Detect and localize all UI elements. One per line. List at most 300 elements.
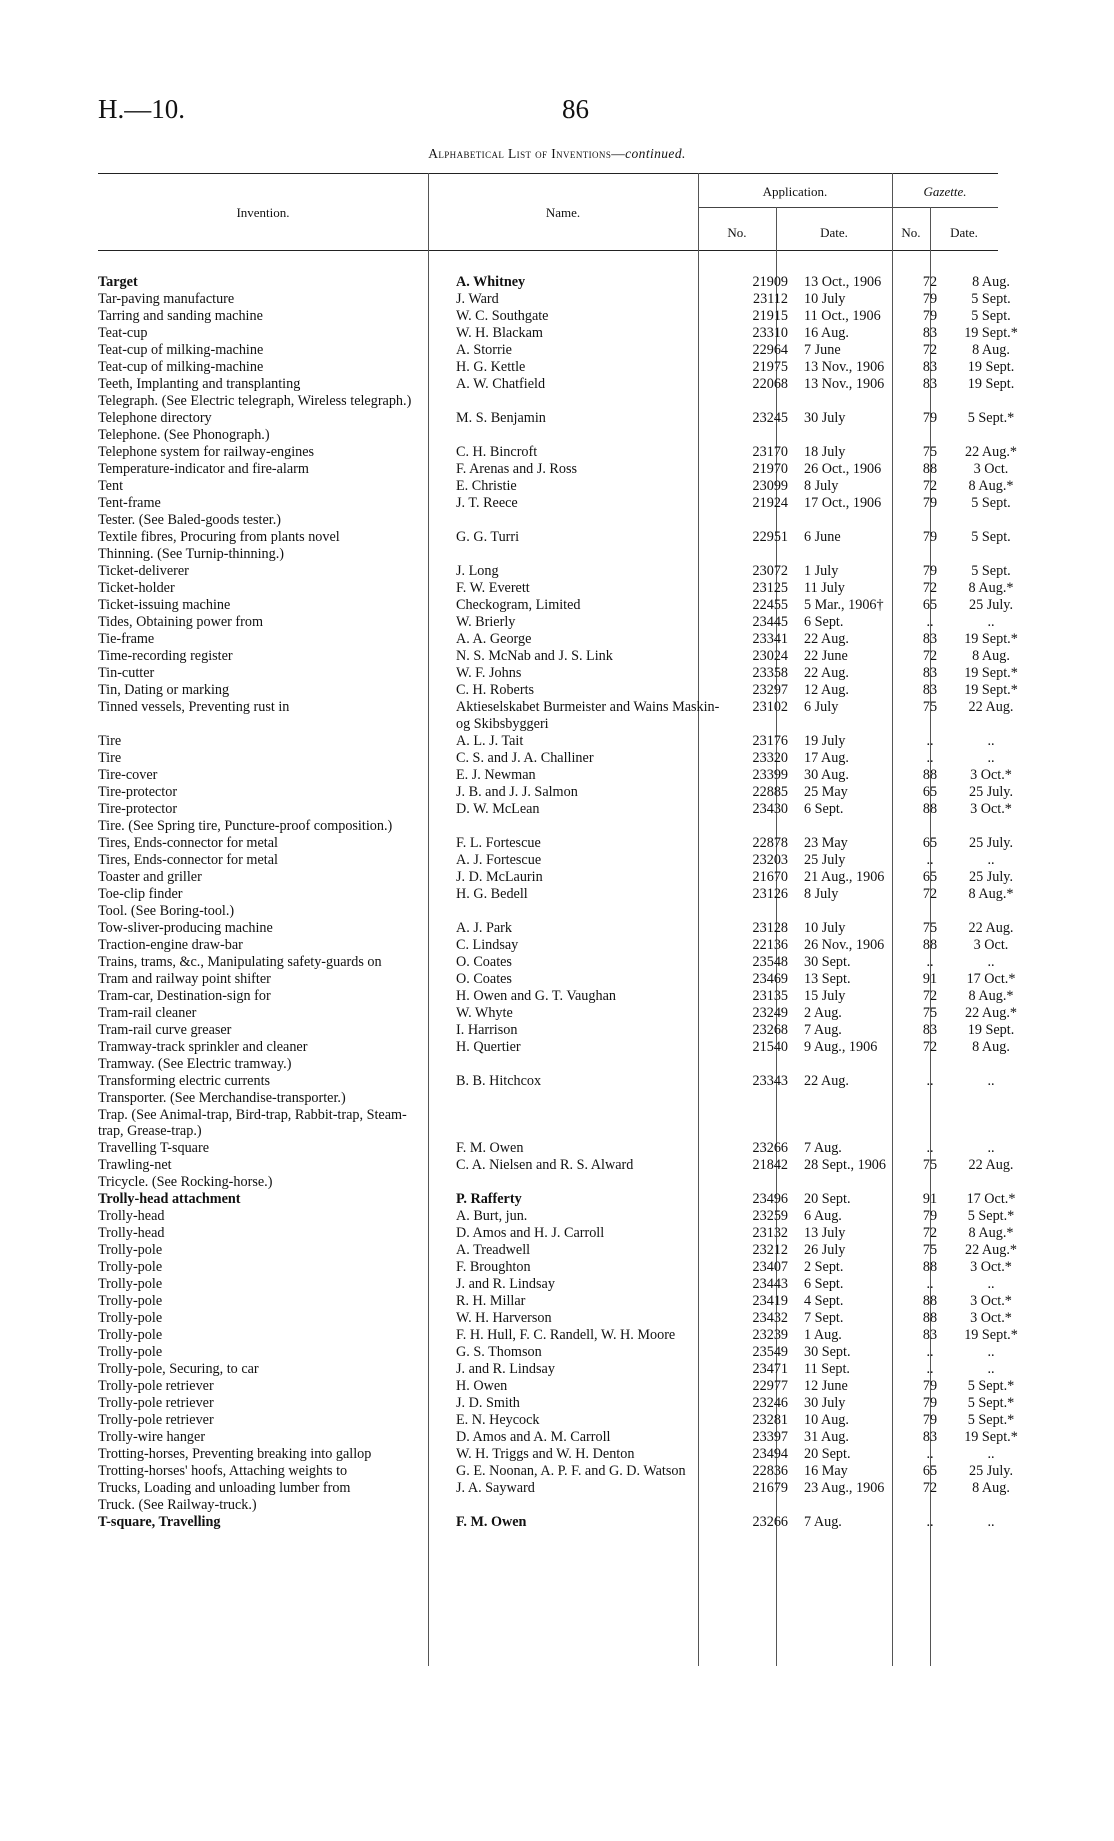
name-cell: C. H. Bincroft — [456, 444, 538, 460]
application-date-cell: 30 Sept. — [804, 953, 851, 970]
application-no-cell — [726, 546, 794, 563]
gazette-no-cell — [912, 427, 948, 444]
application-no-cell — [726, 1107, 794, 1141]
application-no-cell: 23358 — [752, 665, 788, 681]
gazette-no-cell: 72 — [922, 342, 938, 358]
gazette-no-cell: .. — [926, 1072, 934, 1089]
gazette-date-cell — [948, 1056, 1034, 1073]
gazette-no-cell: 75 — [922, 1004, 938, 1021]
gazette-date-cell: 19 Sept.* — [964, 631, 1018, 647]
gazette-no-cell: 65 — [922, 597, 938, 613]
table-row — [98, 699, 1034, 733]
application-date-cell: 5 Mar., 1906† — [804, 597, 884, 613]
table-row — [98, 1412, 1034, 1429]
name-cell: W. H. Harverson — [456, 1310, 552, 1326]
table-row — [98, 461, 1034, 478]
gazette-date-cell — [948, 1107, 1034, 1141]
application-date-cell: 30 July — [804, 1395, 846, 1411]
gazette-date-cell — [948, 512, 1034, 529]
invention-cell: Toaster and griller — [98, 868, 202, 885]
invention-cell: Trolly-wire hanger — [98, 1429, 206, 1445]
gazette-date-cell: 22 Aug. — [968, 699, 1014, 715]
name-cell: F. Broughton — [456, 1259, 531, 1275]
table-row — [98, 801, 1034, 818]
invention-cell: Telephone system for railway-engines — [98, 444, 315, 460]
table-row — [98, 1174, 1034, 1191]
invention-cell: Tin, Dating or marking — [98, 682, 230, 698]
name-cell: D. Amos and A. M. Carroll — [456, 1429, 611, 1445]
gazette-date-cell — [948, 1174, 1034, 1191]
invention-cell: Ticket-issuing machine — [98, 597, 231, 613]
application-date-cell: 7 Aug. — [804, 1514, 842, 1530]
table-row — [98, 1497, 1034, 1514]
name-cell: J. and R. Lindsay — [456, 1276, 555, 1292]
application-date-cell: 17 Aug. — [804, 749, 849, 766]
gazette-no-cell: 65 — [922, 1463, 938, 1479]
gazette-no-cell — [912, 512, 948, 529]
table-row — [98, 988, 1034, 1005]
application-no-cell: 23494 — [752, 1446, 788, 1462]
gazette-date-cell: 3 Oct.* — [970, 1293, 1012, 1309]
table-row — [98, 1056, 1034, 1073]
gazette-date-cell: 25 July. — [968, 783, 1013, 800]
name-cell: E. J. Newman — [456, 766, 536, 783]
name-cell: F. M. Owen — [456, 1140, 524, 1156]
gazette-no-cell: 65 — [922, 783, 938, 800]
application-date-cell: 30 Aug. — [804, 766, 849, 783]
application-no-cell: 23407 — [752, 1259, 788, 1275]
application-no-cell: 23341 — [752, 631, 788, 647]
table-row — [98, 903, 1034, 920]
application-date-cell: 20 Sept. — [804, 1446, 851, 1462]
application-date-cell: 19 July — [804, 732, 846, 749]
application-no-cell: 23125 — [752, 580, 788, 596]
name-cell: D. Amos and H. J. Carroll — [456, 1225, 605, 1241]
application-date-cell: 16 Aug. — [804, 325, 849, 341]
application-date-cell: 13 Nov., 1906 — [804, 376, 885, 392]
table-row — [98, 1395, 1034, 1412]
application-no-cell: 23471 — [752, 1361, 788, 1377]
application-no-cell: 21670 — [752, 868, 788, 885]
gazette-no-cell: 72 — [922, 648, 938, 664]
table-row — [98, 1107, 1034, 1141]
application-date-cell: 22 June — [804, 648, 848, 664]
name-cell: F. H. Hull, F. C. Randell, W. H. Moore — [456, 1327, 676, 1343]
table-row — [98, 1463, 1034, 1480]
application-date-cell: 8 July — [804, 478, 839, 494]
invention-cell: Trolly-head attachment — [98, 1191, 241, 1207]
name-cell: H. Owen and G. T. Vaughan — [456, 987, 616, 1004]
invention-cell: Trolly-pole — [98, 1259, 163, 1275]
gazette-date-cell: .. — [987, 1276, 995, 1292]
gazette-date-cell: .. — [987, 851, 995, 868]
application-no-cell: 23239 — [752, 1327, 788, 1343]
application-date-cell — [794, 1107, 912, 1141]
gazette-no-cell — [912, 818, 948, 835]
name-cell: A. W. Chatfield — [456, 376, 546, 392]
name-cell: A. L. J. Tait — [456, 732, 524, 749]
application-no-cell: 23343 — [752, 1072, 788, 1089]
application-no-cell: 23399 — [752, 766, 788, 783]
gazette-no-cell: 91 — [922, 1191, 938, 1207]
application-no-cell: 22964 — [752, 342, 788, 358]
application-date-cell: 13 Oct., 1906 — [804, 274, 882, 290]
table-row — [98, 291, 1034, 308]
name-cell: O. Coates — [456, 970, 512, 987]
name-cell: J. B. and J. J. Salmon — [456, 783, 578, 800]
gazette-date-cell: .. — [987, 1361, 995, 1377]
inventions-table-body — [98, 274, 1034, 1531]
gazette-date-cell — [948, 818, 1034, 835]
table-row — [98, 665, 1034, 682]
gazette-no-cell — [912, 1107, 948, 1141]
col-header-invention: Invention. — [236, 205, 290, 220]
name-cell: W. F. Johns — [456, 665, 522, 681]
gazette-no-cell: .. — [926, 1344, 934, 1360]
application-date-cell: 6 July — [804, 699, 839, 715]
application-date-cell: 22 Aug. — [804, 665, 849, 681]
application-date-cell: 12 Aug. — [804, 682, 849, 698]
invention-cell: T-square, Travelling — [98, 1514, 221, 1530]
application-no-cell: 23430 — [752, 800, 788, 817]
invention-cell: Trolly-pole — [98, 1276, 163, 1292]
col-header-application: Application. — [762, 184, 828, 199]
application-date-cell: 7 Aug. — [804, 1140, 842, 1156]
application-date-cell: 13 Sept. — [804, 970, 851, 987]
invention-cell: Trolly-pole, Securing, to car — [98, 1361, 259, 1377]
application-no-cell: 22836 — [752, 1463, 788, 1479]
table-row — [98, 1276, 1034, 1293]
col-header-gazette: Gazette. — [923, 184, 967, 199]
invention-cell: Tires, Ends-connector for metal — [98, 851, 278, 868]
gazette-no-cell: 75 — [922, 1242, 938, 1258]
table-row — [98, 937, 1034, 954]
invention-cell: Truck. (See Railway-truck.) — [98, 1497, 257, 1513]
gazette-no-cell: 79 — [922, 1395, 938, 1411]
name-cell: G. S. Thomson — [456, 1344, 542, 1360]
gazette-no-cell — [912, 1497, 948, 1514]
gazette-no-cell: .. — [926, 1514, 934, 1530]
gazette-no-cell: 72 — [922, 274, 938, 290]
name-cell: H. G. Bedell — [456, 885, 528, 902]
invention-cell: Trotting-horses' hoofs, Attaching weights to — [98, 1463, 348, 1479]
gazette-date-cell: 8 Aug. — [972, 342, 1010, 358]
table-row — [98, 359, 1034, 376]
name-cell: W. H. Triggs and W. H. Denton — [456, 1446, 635, 1462]
application-no-cell: 23099 — [752, 478, 788, 494]
application-date-cell: 22 Aug. — [804, 631, 849, 647]
table-row — [98, 614, 1034, 631]
application-date-cell: 6 June — [804, 529, 841, 545]
name-cell — [442, 512, 726, 529]
application-no-cell: 23297 — [752, 682, 788, 698]
table-row — [98, 733, 1034, 750]
name-cell — [442, 1107, 726, 1141]
invention-cell: Trolly-pole — [98, 1293, 163, 1309]
gazette-date-cell: 8 Aug. — [972, 648, 1010, 664]
application-date-cell — [794, 1174, 912, 1191]
application-date-cell: 8 July — [804, 885, 839, 902]
invention-cell: Trolly-pole — [98, 1327, 163, 1343]
name-cell — [442, 1090, 726, 1107]
gazette-date-cell: 19 Sept.* — [964, 1429, 1018, 1445]
application-date-cell: 15 July — [804, 987, 846, 1004]
name-cell: W. C. Southgate — [456, 308, 549, 324]
application-no-cell: 23496 — [752, 1191, 788, 1207]
gazette-no-cell: 72 — [922, 1480, 938, 1496]
name-cell: C. S. and J. A. Challiner — [456, 749, 594, 766]
application-date-cell: 23 Aug., 1906 — [804, 1480, 885, 1496]
table-row — [98, 1361, 1034, 1378]
gazette-no-cell: 72 — [922, 885, 938, 902]
gazette-date-cell: 8 Aug.* — [968, 885, 1014, 902]
invention-cell: Tram-rail cleaner — [98, 1004, 197, 1021]
application-date-cell: 20 Sept. — [804, 1191, 851, 1207]
col-header-gaz-no: No. — [901, 225, 921, 240]
table-row — [98, 750, 1034, 767]
invention-cell: Trolly-pole retriever — [98, 1378, 214, 1394]
gazette-no-cell: 72 — [922, 987, 938, 1004]
application-date-cell: 11 July — [804, 580, 845, 596]
gazette-date-cell: 17 Oct.* — [966, 1191, 1016, 1207]
gazette-no-cell: 79 — [922, 1208, 938, 1224]
gazette-no-cell: 79 — [922, 308, 938, 324]
gazette-no-cell: 88 — [922, 1293, 938, 1309]
gazette-no-cell: .. — [926, 851, 934, 868]
gazette-date-cell: 5 Sept. — [971, 529, 1011, 545]
application-date-cell: 6 Sept. — [804, 614, 844, 630]
name-cell: H. Owen — [456, 1378, 508, 1394]
table-row — [98, 1090, 1034, 1107]
invention-cell: Ticket-deliverer — [98, 563, 189, 579]
invention-cell: Tramway. (See Electric tramway.) — [98, 1055, 292, 1072]
table-row — [98, 835, 1034, 852]
application-date-cell: 17 Oct., 1906 — [804, 495, 882, 511]
name-cell: N. S. McNab and J. S. Link — [456, 648, 613, 664]
gazette-no-cell: 88 — [922, 461, 938, 477]
application-no-cell — [726, 1497, 794, 1514]
gazette-no-cell — [912, 1174, 948, 1191]
name-cell: B. B. Hitchcox — [456, 1072, 542, 1089]
gazette-date-cell: 3 Oct.* — [970, 800, 1012, 817]
invention-cell: Trolly-pole retriever — [98, 1412, 214, 1428]
application-no-cell: 23469 — [752, 970, 788, 987]
application-no-cell: 23176 — [752, 732, 788, 749]
application-no-cell: 23281 — [752, 1412, 788, 1428]
gazette-date-cell: 22 Aug.* — [964, 1004, 1018, 1021]
invention-cell: Time-recording register — [98, 648, 233, 664]
name-cell: J. T. Reece — [456, 495, 518, 511]
gazette-date-cell: .. — [987, 1072, 995, 1089]
name-cell: J. Long — [456, 563, 499, 579]
table-row — [98, 852, 1034, 869]
gazette-no-cell: 88 — [922, 800, 938, 817]
application-no-cell: 21679 — [752, 1480, 788, 1496]
gazette-date-cell — [948, 546, 1034, 563]
application-no-cell — [726, 1090, 794, 1107]
name-cell — [442, 546, 726, 563]
application-date-cell: 10 Aug. — [804, 1412, 849, 1428]
application-date-cell: 7 Sept. — [804, 1310, 844, 1326]
gazette-no-cell: 83 — [922, 1429, 938, 1445]
application-no-cell: 22885 — [752, 783, 788, 800]
application-no-cell: 21970 — [752, 461, 788, 477]
table-row — [98, 1005, 1034, 1022]
name-cell: A. J. Fortescue — [456, 851, 542, 868]
invention-cell: Trolly-pole retriever — [98, 1395, 214, 1411]
gazette-date-cell: 5 Sept. — [971, 563, 1011, 579]
application-no-cell: 23024 — [752, 648, 788, 664]
invention-cell: Trotting-horses, Preventing breaking into gallop — [98, 1446, 372, 1462]
gazette-date-cell — [948, 393, 1034, 410]
invention-cell: Tie-frame — [98, 631, 155, 647]
gazette-no-cell: 75 — [922, 699, 938, 715]
application-date-cell: 6 Sept. — [804, 1276, 844, 1292]
invention-cell: Tent — [98, 478, 124, 494]
application-no-cell: 23548 — [752, 953, 788, 970]
invention-cell: Toe-clip finder — [98, 885, 183, 902]
invention-cell: Tire. (See Spring tire, Puncture-proof composition.) — [98, 817, 393, 834]
invention-cell: Teat-cup — [98, 325, 148, 341]
name-cell — [442, 1497, 726, 1514]
gazette-date-cell: 8 Aug.* — [968, 1225, 1014, 1241]
name-cell: F. M. Owen — [456, 1514, 527, 1530]
application-date-cell — [794, 512, 912, 529]
application-date-cell — [794, 1497, 912, 1514]
gazette-no-cell — [912, 546, 948, 563]
invention-cell: Tires, Ends-connector for metal — [98, 834, 278, 851]
gazette-date-cell: .. — [987, 1514, 995, 1530]
application-no-cell: 23128 — [752, 919, 788, 936]
application-date-cell: 1 July — [804, 563, 839, 579]
invention-cell: Tire-cover — [98, 766, 158, 783]
col-header-gaz-date: Date. — [950, 225, 978, 240]
table-row — [98, 648, 1034, 665]
gazette-no-cell — [912, 1056, 948, 1073]
application-date-cell: 4 Sept. — [804, 1293, 844, 1309]
gazette-date-cell: 19 Sept.* — [964, 1327, 1018, 1343]
table-top-rule — [98, 173, 998, 174]
name-cell: A. Treadwell — [456, 1242, 531, 1258]
gazette-no-cell: 83 — [922, 1021, 938, 1038]
application-date-cell: 25 July — [804, 851, 846, 868]
name-cell: J. D. Smith — [456, 1395, 520, 1411]
table-row — [98, 1157, 1034, 1174]
name-cell: J. Ward — [456, 291, 499, 307]
application-no-cell: 23432 — [752, 1310, 788, 1326]
col-header-app-date: Date. — [820, 225, 848, 240]
gazette-no-cell: 83 — [922, 665, 938, 681]
invention-cell: Tire-protector — [98, 783, 178, 800]
gazette-date-cell: 5 Sept. — [971, 495, 1011, 511]
gazette-no-cell: 79 — [922, 495, 938, 511]
application-date-cell: 13 July — [804, 1225, 846, 1241]
table-row — [98, 1378, 1034, 1395]
invention-cell: Telegraph. (See Electric telegraph, Wireless telegraph.) — [98, 393, 412, 409]
application-date-cell: 12 June — [804, 1378, 848, 1394]
name-cell: G. G. Turri — [456, 529, 520, 545]
name-cell — [442, 393, 726, 410]
caption-continued: continued. — [625, 146, 686, 161]
table-row — [98, 1327, 1034, 1344]
gazette-no-cell — [912, 903, 948, 920]
application-no-cell: 23245 — [752, 410, 788, 426]
gazette-no-cell: .. — [926, 953, 934, 970]
application-no-cell: 23397 — [752, 1429, 788, 1445]
gazette-no-cell: 91 — [922, 970, 938, 987]
table-row — [98, 512, 1034, 529]
gazette-date-cell: 22 Aug.* — [964, 444, 1018, 460]
gazette-no-cell: 79 — [922, 291, 938, 307]
name-cell: J. D. McLaurin — [456, 868, 543, 885]
application-no-cell: 23112 — [753, 291, 788, 307]
gazette-no-cell: .. — [926, 1276, 934, 1292]
gazette-date-cell: 5 Sept.* — [967, 1395, 1015, 1411]
gazette-no-cell: 72 — [922, 1038, 938, 1055]
table-row — [98, 376, 1034, 393]
gazette-date-cell: 19 Sept. — [967, 376, 1015, 392]
name-cell: R. H. Millar — [456, 1293, 526, 1309]
application-date-cell: 26 Oct., 1906 — [804, 461, 882, 477]
gazette-no-cell: 88 — [922, 1310, 938, 1326]
table-row — [98, 1225, 1034, 1242]
name-cell: W. H. Blackam — [456, 325, 543, 341]
gazette-no-cell: 83 — [922, 359, 938, 375]
name-cell: A. J. Park — [456, 919, 512, 936]
name-cell: C. H. Roberts — [456, 682, 535, 698]
table-row — [98, 1140, 1034, 1157]
gazette-no-cell: .. — [926, 1140, 934, 1156]
application-no-cell: 23132 — [752, 1225, 788, 1241]
application-date-cell: 2 Sept. — [804, 1259, 844, 1275]
application-date-cell: 16 May — [804, 1463, 848, 1479]
name-cell: A. A. George — [456, 631, 532, 647]
application-date-cell: 31 Aug. — [804, 1429, 849, 1445]
gazette-no-cell: 79 — [922, 529, 938, 545]
gazette-date-cell: 19 Sept. — [967, 359, 1015, 375]
application-no-cell: 22878 — [752, 834, 788, 851]
name-cell — [442, 1056, 726, 1073]
invention-cell: Trucks, Loading and unloading lumber from — [98, 1480, 351, 1496]
gazette-date-cell: .. — [987, 1344, 995, 1360]
table-row — [98, 767, 1034, 784]
gazette-no-cell: 72 — [922, 478, 938, 494]
page-number: 86 — [562, 94, 589, 124]
table-row — [98, 1480, 1034, 1497]
name-cell: F. W. Everett — [456, 580, 530, 596]
gazette-date-cell: 19 Sept. — [967, 1021, 1015, 1038]
application-date-cell: 6 Sept. — [804, 800, 844, 817]
table-row — [98, 1446, 1034, 1463]
table-row — [98, 1514, 1034, 1531]
application-date-cell: 7 Aug. — [804, 1021, 842, 1038]
table-row — [98, 427, 1034, 444]
gazette-no-cell: 83 — [922, 631, 938, 647]
application-no-cell: 22136 — [752, 936, 788, 953]
application-no-cell: 22455 — [752, 597, 788, 613]
table-row — [98, 954, 1034, 971]
invention-cell: Travelling T-square — [98, 1140, 209, 1156]
gazette-no-cell: .. — [926, 732, 934, 749]
gazette-date-cell: 8 Aug.* — [968, 987, 1014, 1004]
caption-main: Alphabetical List of Inventions— — [428, 146, 626, 161]
application-no-cell — [726, 427, 794, 444]
invention-cell: Teeth, Implanting and transplanting — [98, 376, 301, 392]
invention-cell: Trolly-head — [98, 1225, 165, 1241]
table-row — [98, 325, 1034, 342]
gazette-date-cell: 5 Sept. — [971, 308, 1011, 324]
application-date-cell: 23 May — [804, 834, 848, 851]
